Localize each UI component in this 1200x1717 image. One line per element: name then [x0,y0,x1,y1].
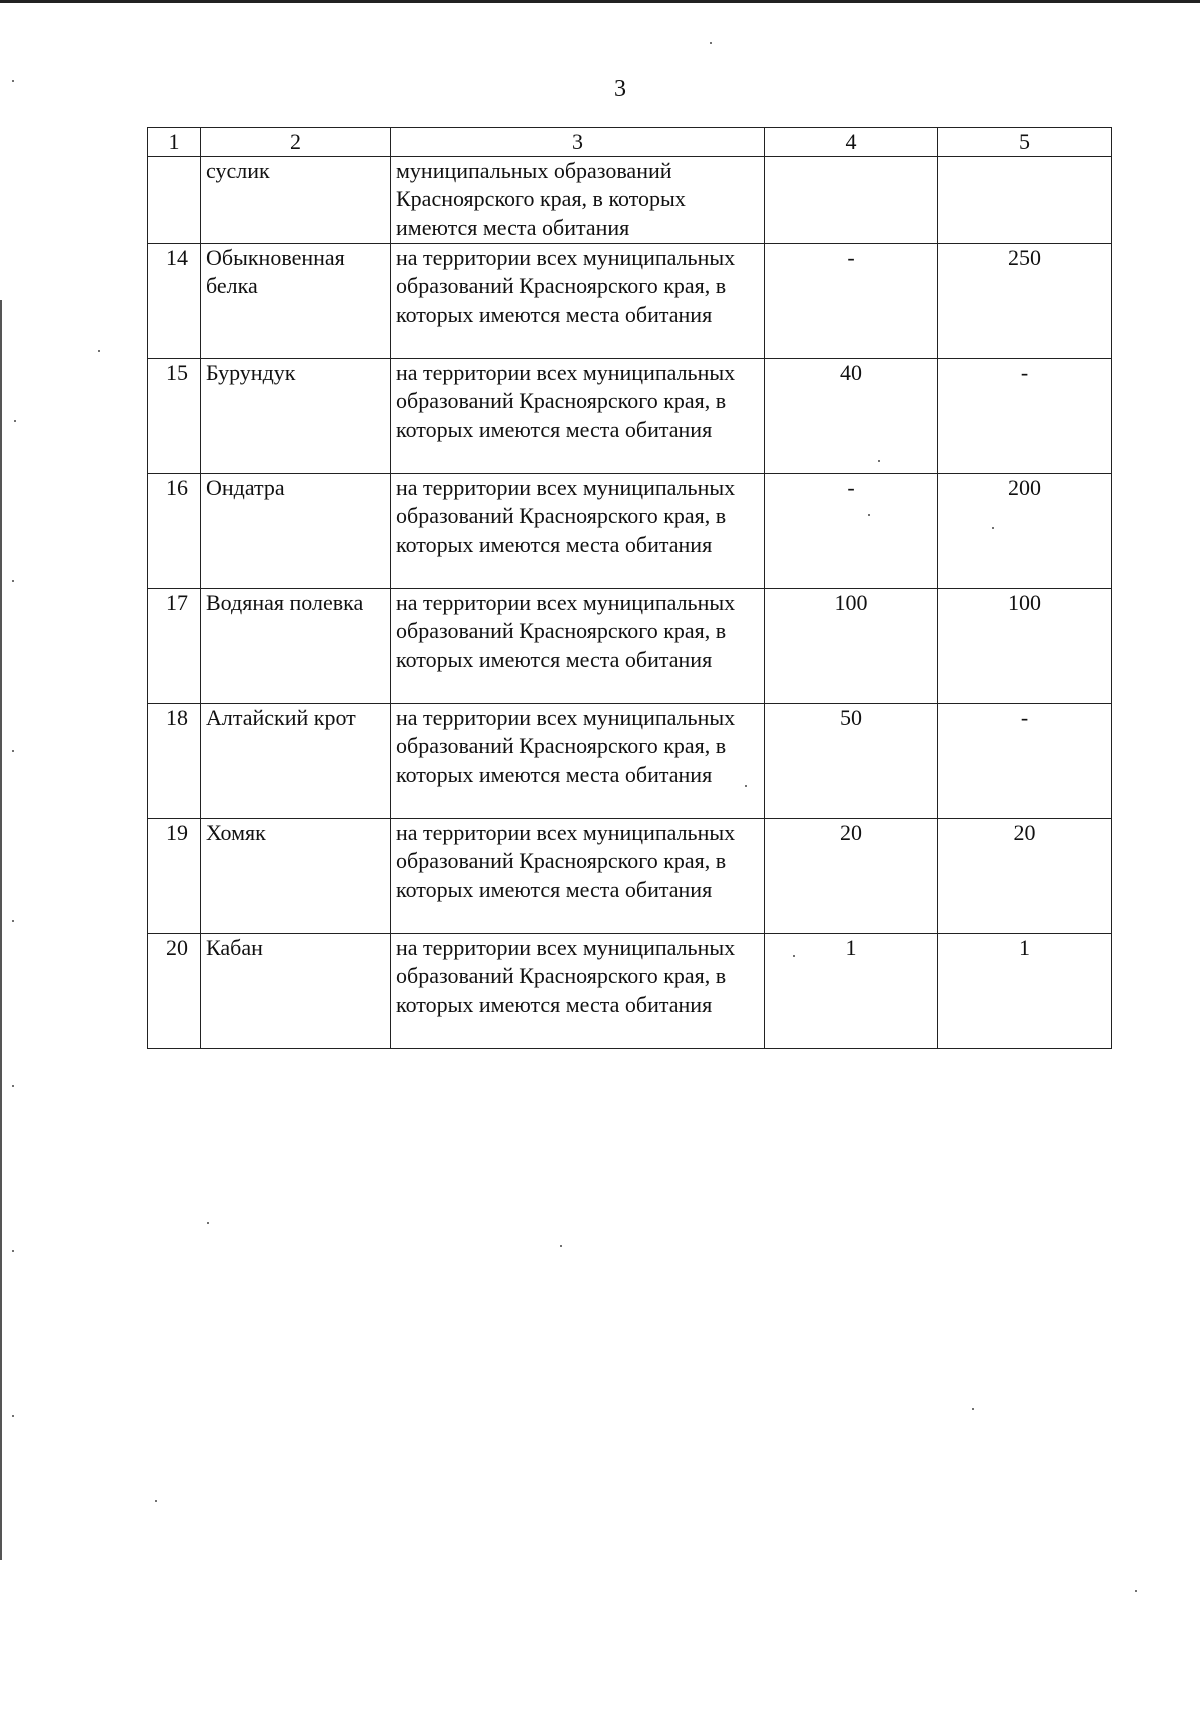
scan-speck [12,580,14,582]
table-row [148,244,1112,359]
row-number [148,157,201,244]
habitat-area: муниципальных образований Красноярского края, в которых имеются места обитания [391,157,765,244]
table-row [148,474,1112,589]
scan-speck [207,1222,209,1224]
habitat-area: на территории всех муниципальных образований Красноярского края, в которых имеются места обитания [391,704,765,819]
header-cell-4: 4 [765,128,938,157]
scan-speck [155,1500,157,1502]
value-col-4: - [765,244,938,359]
table-row [148,704,1112,819]
habitat-area: на территории всех муниципальных образований Красноярского края, в которых имеются места обитания [391,474,765,589]
header-cell-3: 3 [391,128,765,157]
scan-speck [98,350,100,352]
animal-name: Ондатра [201,474,391,589]
scan-speck [710,42,712,44]
scan-speck [1135,1590,1137,1592]
scan-speck [12,920,14,922]
table-row [148,359,1112,474]
value-col-5: 100 [938,589,1112,704]
table-row [148,157,1112,244]
animal-name: Алтайский крот [201,704,391,819]
row-number: 18 [148,704,201,819]
value-col-5: 1 [938,934,1112,1049]
habitat-area: на территории всех муниципальных образований Красноярского края, в которых имеются места обитания [391,819,765,934]
value-col-5: - [938,704,1112,819]
value-col-4: 50 [765,704,938,819]
value-col-4: 1 [765,934,938,1049]
scan-left-edge [0,300,2,1560]
value-col-4: 40 [765,359,938,474]
row-number: 19 [148,819,201,934]
row-number: 14 [148,244,201,359]
habitat-area: на территории всех муниципальных образований Красноярского края, в которых имеются места обитания [391,934,765,1049]
value-col-5: - [938,359,1112,474]
value-col-5: 20 [938,819,1112,934]
scan-top-border [0,0,1200,3]
table-row [148,819,1112,934]
scan-speck [12,1415,14,1417]
animals-quota-table [147,127,1112,1049]
value-col-4: - [765,474,938,589]
animal-name: Водяная полевка [201,589,391,704]
scan-speck [560,1245,562,1247]
habitat-area: на территории всех муниципальных образований Красноярского края, в которых имеются места обитания [391,359,765,474]
value-col-4: 100 [765,589,938,704]
value-col-4: 20 [765,819,938,934]
value-col-5: 250 [938,244,1112,359]
row-number: 20 [148,934,201,1049]
scan-speck [12,750,14,752]
scan-speck [12,1085,14,1087]
row-number: 15 [148,359,201,474]
table-row [148,934,1112,1049]
habitat-area: на территории всех муниципальных образований Красноярского края, в которых имеются места обитания [391,589,765,704]
animal-name: Бурундук [201,359,391,474]
scan-speck [14,420,16,422]
value-col-5 [938,157,1112,244]
scan-speck [972,1408,974,1410]
animal-name: Кабан [201,934,391,1049]
header-cell-5: 5 [938,128,1112,157]
value-col-5: 200 [938,474,1112,589]
header-cell-2: 2 [201,128,391,157]
habitat-area: на территории всех муниципальных образований Красноярского края, в которых имеются места обитания [391,244,765,359]
animal-name: суслик [201,157,391,244]
row-number: 16 [148,474,201,589]
row-number: 17 [148,589,201,704]
header-cell-1: 1 [148,128,201,157]
page-number: 3 [614,76,626,102]
animal-name: Обыкновенная белка [201,244,391,359]
table-header-row [148,128,1112,157]
animal-name: Хомяк [201,819,391,934]
scan-speck [12,1250,14,1252]
table-row [148,589,1112,704]
value-col-4 [765,157,938,244]
